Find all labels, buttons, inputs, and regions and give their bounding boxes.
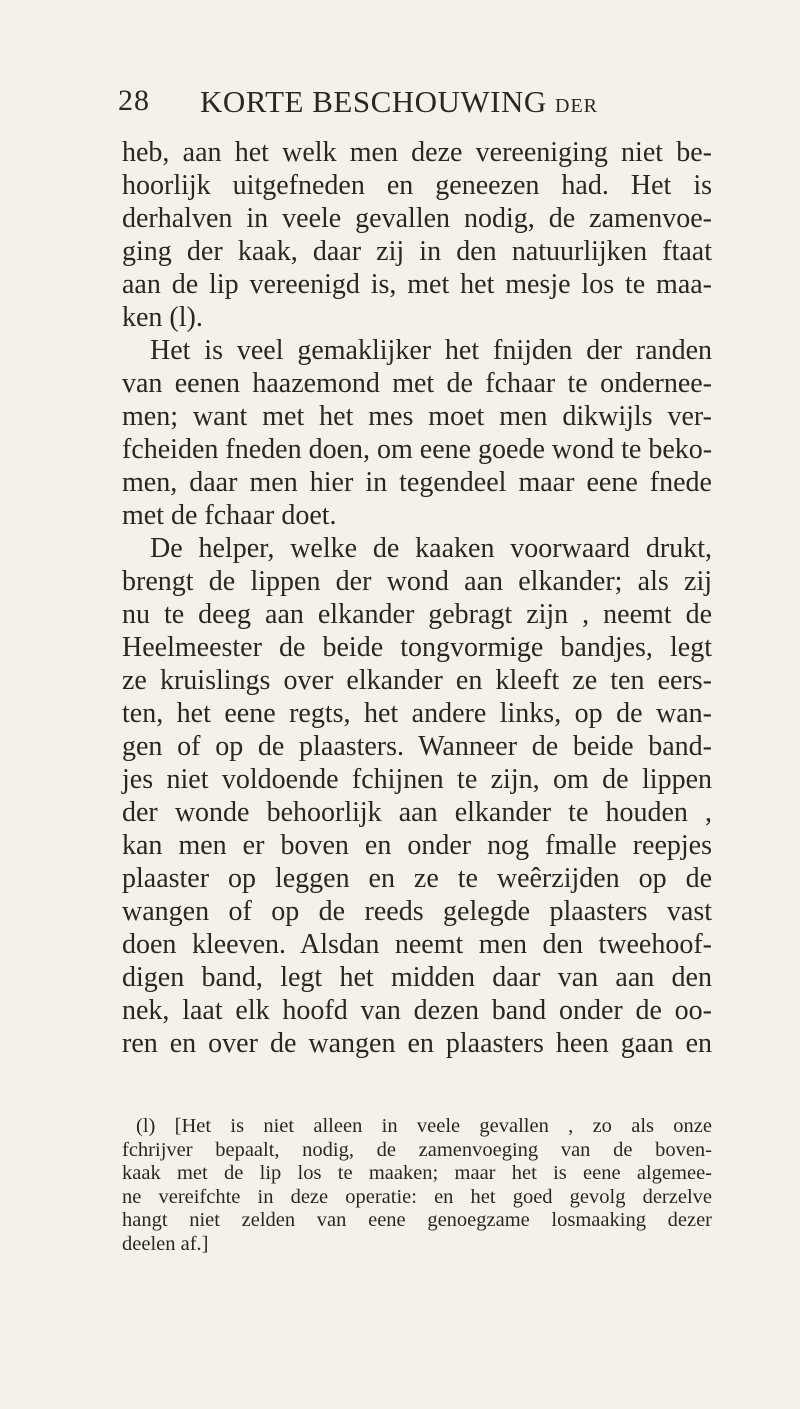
text-line: De helper, welke de kaaken voorwaard drukt, <box>150 533 712 564</box>
text-line: plaaster op leggen en ze te weêrzijden op de <box>122 863 712 894</box>
footnote-line: (l) [Het is niet alleen in veele gevallen , zo als onze <box>136 1115 712 1137</box>
text-line: met de fchaar doet. <box>122 500 337 531</box>
text-line: ken (l). <box>122 302 203 333</box>
text-line: men, daar men hier in tegendeel maar eene fnede <box>122 467 712 498</box>
text-line: heb, aan het welk men deze vereeniging niet be- <box>122 137 712 168</box>
running-title <box>200 84 598 120</box>
text-line: gen of op de plaasters. Wanneer de beide band- <box>122 731 712 762</box>
text-line: der wonde behoorlijk aan elkander te houden , <box>122 797 712 828</box>
text-line: nu te deeg aan elkander gebragt zijn , neemt de <box>122 599 712 630</box>
footnote-line: deelen af.] <box>122 1232 209 1255</box>
text-line: ze kruislings over elkander en kleeft ze ten eers- <box>122 665 712 696</box>
text-line: fcheiden fneden doen, om eene goede wond te beko- <box>122 434 713 465</box>
text-line: aan de lip vereenigd is, met het mesje los te maa- <box>122 269 712 300</box>
page-number: 28 <box>118 84 150 117</box>
footnote-line: ne vereifchte in deze operatie: en het goed gevolg derzelve <box>122 1185 712 1208</box>
text-line: ging der kaak, daar zij in den natuurlijken ftaat <box>122 236 712 267</box>
footnote-line: hangt niet zelden van eene genoegzame losmaaking dezer <box>122 1209 712 1231</box>
running-header <box>118 84 718 124</box>
text-line: Het is veel gemaklijker het fnijden der randen <box>150 335 712 366</box>
text-line: hoorlijk uitgefneden en geneezen had. Het is <box>122 170 712 201</box>
text-line: digen band, legt het midden daar van aan den <box>122 962 712 993</box>
body-text <box>122 136 712 1060</box>
text-line: ren en over de wangen en plaasters heen gaan en <box>122 1028 712 1059</box>
text-line: ten, het eene regts, het andere links, op de wan- <box>122 698 712 729</box>
text-line: Heelmeester de beide tongvormige bandjes, legt <box>122 632 712 663</box>
text-line: van eenen haazemond met de fchaar te ondernee- <box>122 368 712 399</box>
text-line: doen kleeven. Alsdan neemt men den tweehoof- <box>122 929 712 960</box>
text-line: wangen of op de reeds gelegde plaasters vast <box>122 896 712 927</box>
footnote <box>122 1115 712 1256</box>
text-line: brengt de lippen der wond aan elkander; als zij <box>122 566 712 597</box>
text-line: jes niet voldoende fchijnen te zijn, om de lippen <box>122 764 712 795</box>
text-line: kan men er boven en onder nog fmalle reepjes <box>122 830 712 861</box>
running-title-main: KORTE BESCHOUWING <box>200 84 547 119</box>
footnote-line: fchrijver bepaalt, nodig, de zamenvoeging van de boven- <box>122 1138 712 1161</box>
text-line: men; want met het mes moet men dikwijls ver- <box>122 401 712 432</box>
running-title-small-caps: DER <box>555 95 599 117</box>
text-line: nek, laat elk hoofd van dezen band onder de oo- <box>122 995 712 1026</box>
footnote-line: kaak met de lip los te maaken; maar het is eene algemee- <box>122 1162 712 1184</box>
text-line: derhalven in veele gevallen nodig, de zamenvoe- <box>122 203 712 234</box>
